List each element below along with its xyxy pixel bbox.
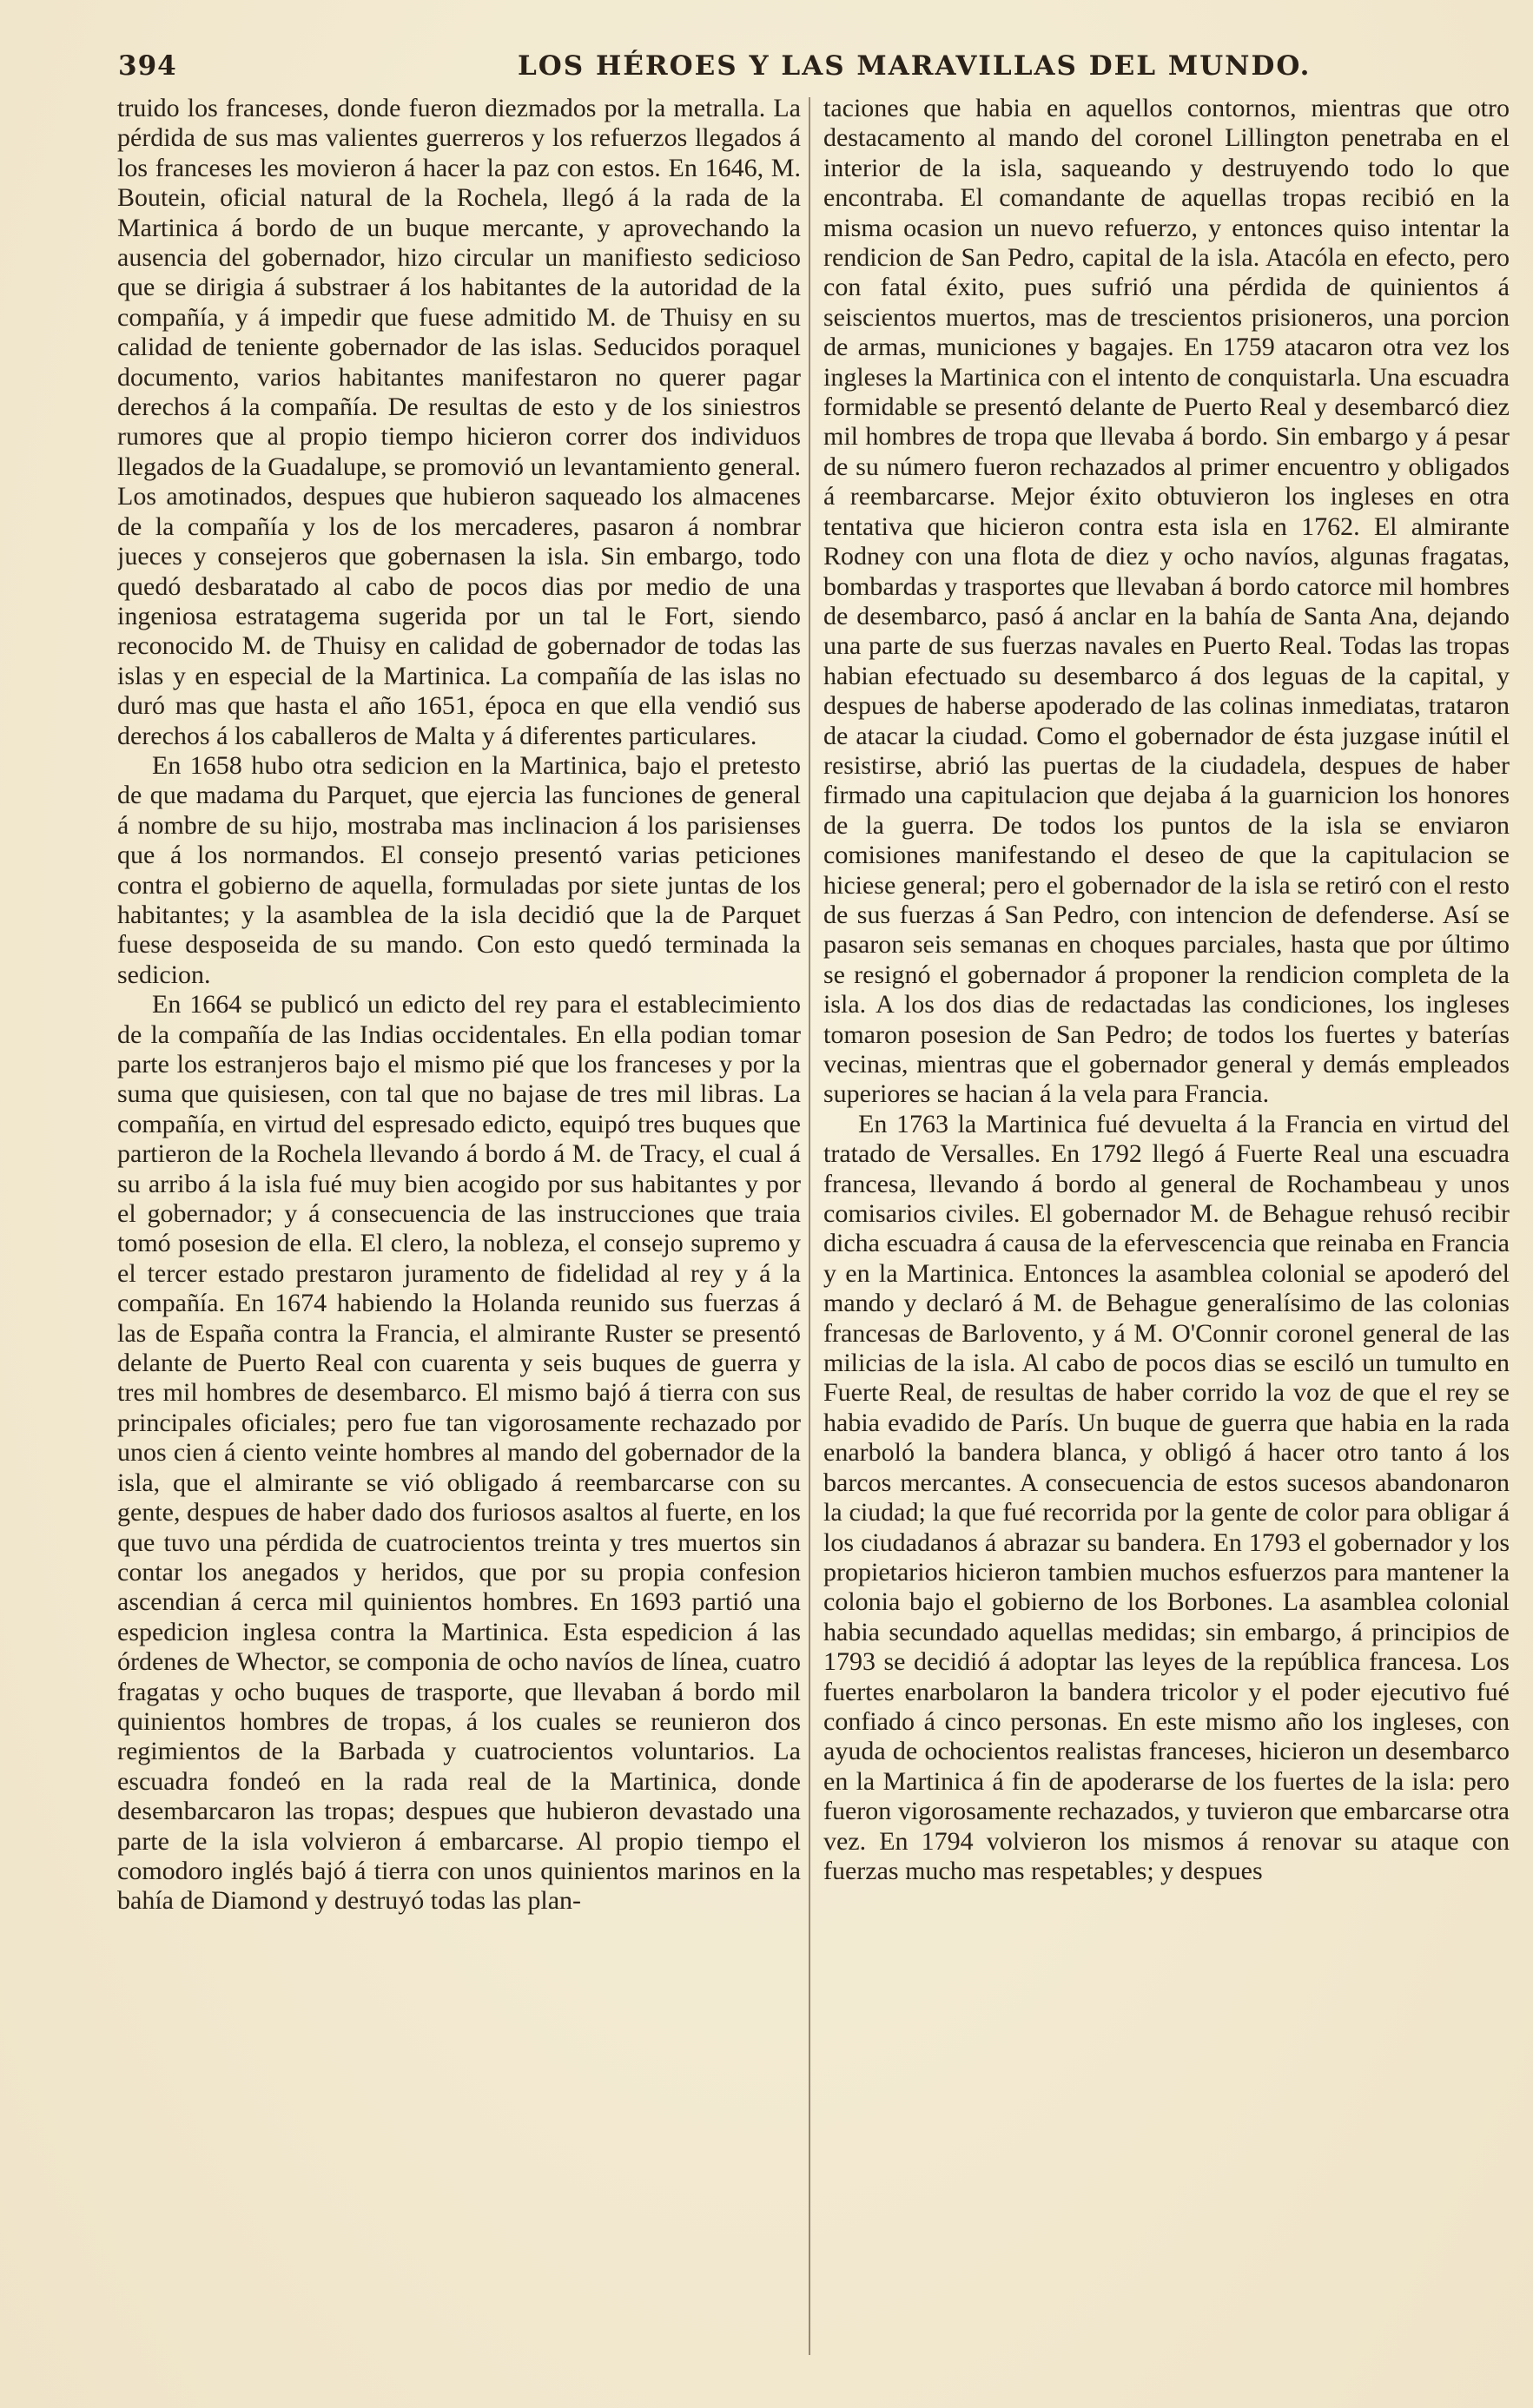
paragraph: truido los franceses, donde fueron diezmados por la metralla. La pérdida de sus mas valientes guerreros y los refuerzos llegados á los franceses les movieron á hacer la paz con estos. En 1646, M. Boutein, oficial natural de la Rochela, llegó á la rada de la Martinica á bordo de un buque mercante, y aprovechando la ausencia del gobernador, hizo circular un manifiesto sedicioso que se dirigia á substraer á los habitantes de la autoridad de la compañía, y á impedir que fuese admitido M. de Thuisy en su calidad de teniente gobernador de las islas. Seducidos poraquel documento, varios habitantes manifestaron no querer pagar derechos á la compañía. De resultas de esto y de los siniestros rumores que al propio tiempo hicieron correr dos individuos llegados de la Guadalupe, se promovió un levantamiento general. Los amotinados, despues que hubieron saqueado los almacenes de la compañía y los de los mercaderes, pasaron á nombrar jueces y consejeros que gobernasen la isla. Sin embargo, todo quedó desbaratado al cabo de pocos dias por medio de una ingeniosa estratagema sugerida por un tal le Fort, siendo reconocido M. de Thuisy en calidad de gobernador de todas las islas y en especial de la Martinica. La compañía de las islas no duró mas que hasta el año 1651, época en que ella vendió sus derechos á los caballeros de Malta y á diferentes particulares. (117, 94, 801, 750)
running-title: LOS HÉROES Y LAS MARAVILLAS DEL MUNDO. (518, 50, 1312, 82)
column-divider (809, 97, 810, 2355)
paragraph: En 1763 la Martinica fué devuelta á la Francia en virtud del tratado de Versalles. En 1792 llegó á Fuerte Real una escuadra francesa, llevando á bordo al general de Rochambeau y unos comisarios civiles. El gobernador M. de Behague rehusó recibir dicha escuadra á causa de la efervescencia que reinaba en Francia y en la Martinica. Entonces la asamblea colonial se apoderó del mando y declaró á M. de Behague generalísimo de las colonias francesas de Barlovento, y á M. O'Connir coronel general de las milicias de la isla. Al cabo de pocos dias se esciló un tumulto en Fuerte Real, de resultas de haber corrido la voz de que el rey se habia evadido de París. Un buque de guerra que habia en la rada enarboló la bandera blanca, y obligó á hacer otro tanto á los barcos mercantes. A consecuencia de estos sucesos abandonaron la ciudad; la que fué recorrida por la gente de color para obligar á los ciudadanos á abrazar su bandera. En 1793 el gobernador y los propietarios hicieron tambien muchos esfuerzos para mantener la colonia bajo el gobierno de los Borbones. La asamblea colonial habia secundado aquellas medidas; sin embargo, á principios de 1793 se decidió á adoptar las leyes de la república francesa. Los fuertes enarbolaron la bandera tricolor y el poder ejecutivo fué confiado á cinco personas. En este mismo año los ingleses, con ayuda de ochocientos realistas franceses, hicieron un desembarco en la Martinica á fin de apoderarse de los fuertes de la isla: pero fueron vigorosamente rechazados, y tuvieron que embarcarse otra vez. En 1794 volvieron los mismos á renovar su ataque con fuerzas mucho mas respetables; y despues (823, 1109, 1510, 1885)
left-column (117, 94, 801, 2369)
right-column (823, 94, 1510, 2369)
page-number: 394 (118, 50, 177, 82)
paragraph: En 1664 se publicó un edicto del rey para el establecimiento de la compañía de las Indias occidentales. En ella podian tomar parte los estranjeros bajo el mismo pié que los franceses y por la suma que quisiesen, con tal que no bajase de tres mil libras. La compañía, en virtud del espresado edicto, equipó tres buques que partieron de la Rochela llevando á bordo á M. de Tracy, el cual á su arribo á la isla fué muy bien acogido por sus habitantes y por el gobernador; y á consecuencia de las instrucciones que traia tomó posesion de ella. El clero, la nobleza, el consejo supremo y el tercer estado prestaron juramento de fidelidad al rey y á la compañía. En 1674 habiendo la Holanda reunido sus fuerzas á las de España contra la Francia, el almirante Ruster se presentó delante de Puerto Real con cuarenta y seis buques de guerra y tres mil hombres de desembarco. El mismo bajó á tierra con sus principales oficiales; pero fue tan vigorosamente rechazado por unos cien á ciento veinte hombres al mando del gobernador de la isla, que el almirante se vió obligado á reembarcarse con su gente, despues de haber dado dos furiosos asaltos al fuerte, en los que tuvo una pérdida de cuatrocientos treinta y tres muertos sin contar los anegados y heridos, que por su propia confesion ascendian á cerca mil quinientos hombres. En 1693 partió una espedicion inglesa contra la Martinica. Esta espedicion á las órdenes de Whector, se componia de ocho navíos de línea, cuatro fragatas y ocho buques de trasporte, que llevaban á bordo mil quinientos hombres de tropas, á los cuales se reunieron dos regimientos de la Barbada y cuatrocientos voluntarios. La escuadra fondeó en la rada real de la Martinica, donde desembarcaron las tropas; despues que hubieron devastado una parte de la isla volvieron á embarcarse. Al propio tiempo el comodoro inglés bajó á tierra con unos quinientos marinos en la bahía de Diamond y destruyó todas las plan- (117, 990, 801, 1916)
page-header (118, 50, 1473, 94)
paragraph: taciones que habia en aquellos contornos, mientras que otro destacamento al mando del coronel Lillington penetraba en el interior de la isla, saqueando y destruyendo todo lo que encontraba. El comandante de aquellas tropas recibió en la misma ocasion un nuevo refuerzo, y entonces quiso intentar la rendicion de San Pedro, capital de la isla. Atacóla en efecto, pero con fatal éxito, pues sufrió una pérdida de quinientos á seiscientos muertos, mas de trescientos prisioneros, una porcion de armas, municiones y bagajes. En 1759 atacaron otra vez los ingleses la Martinica con el intento de conquistarla. Una escuadra formidable se presentó delante de Puerto Real y desembarcó diez mil hombres de tropa que llevaba á bordo. Sin embargo y á pesar de su número fueron rechazados al primer encuentro y obligados á reembarcarse. Mejor éxito obtuvieron los ingleses en otra tentativa que hicieron contra esta isla en 1762. El almirante Rodney con una flota de diez y ocho navíos, algunas fragatas, bombardas y trasportes que llevaban á bordo catorce mil hombres de desembarco, pasó á anclar en la bahía de Santa Ana, dejando una parte de sus fuerzas navales en Puerto Real. Todas las tropas habian efectuado su desembarco á dos leguas de la capital, y despues de haberse apoderado de las colinas inmediatas, trataron de atacar la ciudad. Como el gobernador de ésta juzgase inútil el resistirse, abrió las puertas de la ciudadela, despues de haber firmado una capitulacion que dejaba á la guarnicion los honores de la guerra. De todos los puntos de la isla se enviaron comisiones manifestando el deseo de que la capitulacion se hiciese general; pero el gobernador de la isla se retiró con el resto de sus fuerzas á San Pedro, con intencion de defenderse. Así se pasaron seis semanas en choques parciales, hasta que por último se resignó el gobernador á proponer la rendicion completa de la isla. A los dos dias de redactadas las condiciones, los ingleses tomaron posesion de San Pedro; de todos los fuertes y baterías vecinas, mientras que el gobernador general y demás empleados superiores se hacian á la vela para Francia. (823, 94, 1510, 1109)
paragraph: En 1658 hubo otra sedicion en la Martinica, bajo el pretesto de que madama du Parquet, que ejercia las funciones de general á nombre de su hijo, mostraba mas inclinacion á los parisienses que á los normandos. El consejo presentó varias peticiones contra el gobierno de aquella, formuladas por siete juntas de los habitantes; y la asamblea de la isla decidió que la de Parquet fuese desposeida de su mando. Con esto quedó terminada la sedicion. (117, 750, 801, 989)
